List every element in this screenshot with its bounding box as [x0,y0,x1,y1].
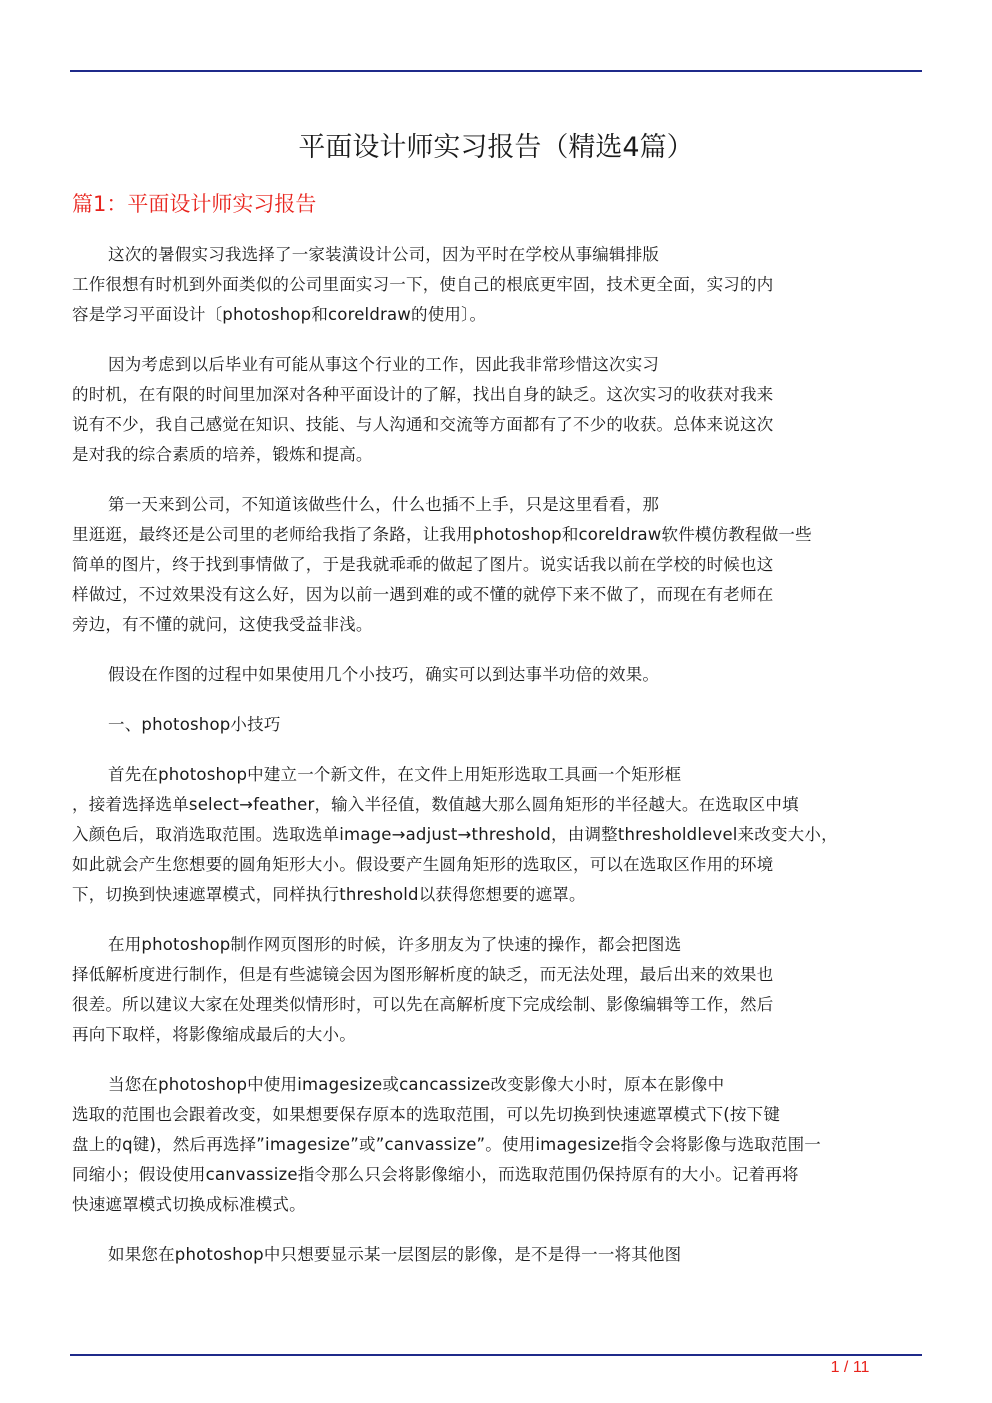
text-line: 样做过，不过效果没有这么好，因为以前一遇到难的或不懂的就停下来不做了，而现在有老师在 [72,585,774,604]
text-line: 在用photoshop制作网页图形的时候，许多朋友为了快速的操作，都会把图选 [108,935,682,954]
paragraph [72,760,922,910]
document-body [72,240,922,1290]
paragraph [72,930,922,1050]
page-number: 1 / 11 [830,1359,870,1376]
header-rule [70,70,922,72]
section-heading: 篇1：平面设计师实习报告 [72,192,317,216]
text-line: 同缩小；假设使用canvassize指令那么只会将影像缩小，而选取范围仍保持原有的大小。记着再将 [72,1165,799,1184]
text-line: 工作很想有时机到外面类似的公司里面实习一下，使自己的根底更牢固，技术更全面，实习的内 [72,275,774,294]
text-line: 盘上的q键)，然后再选择”imagesize”或”canvassize”。使用imagesize指令会将影像与选取范围一 [72,1135,821,1154]
text-line: ，接着选择选单select→feather，输入半径值，数值越大那么圆角矩形的半径越大。在选取区中填 [72,795,799,814]
text-line: 择低解析度进行制作，但是有些滤镜会因为图形解析度的缺乏，而无法处理，最后出来的效果也 [72,965,774,984]
text-line: 假设在作图的过程中如果使用几个小技巧，确实可以到达事半功倍的效果。 [108,665,660,684]
text-line: 容是学习平面设计〔photoshop和coreldraw的使用〕。 [72,305,487,324]
text-line: 旁边，有不懂的就问，这使我受益非浅。 [72,615,373,634]
paragraph [72,1070,922,1220]
text-line: 一、photoshop小技巧 [108,715,281,734]
text-line: 选取的范围也会跟着改变，如果想要保存原本的选取范围，可以先切换到快速遮罩模式下(按下键 [72,1105,781,1124]
text-line: 当您在photoshop中使用imagesize或cancassize改变影像大小时，原本在影像中 [108,1075,725,1094]
text-line: 入颜色后，取消选取范围。选取选单image→adjust→threshold，由调整thresholdlevel来改变大小， [72,825,838,844]
text-line: 是对我的综合素质的培养，锻炼和提高。 [72,445,373,464]
text-line: 说有不少，我自己感觉在知识、技能、与人沟通和交流等方面都有了不少的收获。总体来说这次 [72,415,774,434]
text-line: 首先在photoshop中建立一个新文件，在文件上用矩形选取工具画一个矩形框 [108,765,682,784]
text-line: 很差。所以建议大家在处理类似情形时，可以先在高解析度下完成绘制、影像编辑等工作，然后 [72,995,774,1014]
paragraph [72,240,922,330]
footer-rule [70,1354,922,1356]
text-line: 第一天来到公司，不知道该做些什么，什么也插不上手，只是这里看看，那 [108,495,660,514]
text-line: 简单的图片，终于找到事情做了，于是我就乖乖的做起了图片。说实话我以前在学校的时候也这 [72,555,774,574]
paragraph [72,1240,922,1270]
text-line: 下，切换到快速遮罩模式，同样执行threshold以获得您想要的遮罩。 [72,885,586,904]
text-line: 这次的暑假实习我选择了一家装潢设计公司，因为平时在学校从事编辑排版 [108,245,660,264]
text-line: 如果您在photoshop中只想要显示某一层图层的影像，是不是得一一将其他图 [108,1245,682,1264]
text-line: 因为考虑到以后毕业有可能从事这个行业的工作，因此我非常珍惜这次实习 [108,355,660,374]
text-line: 再向下取样，将影像缩成最后的大小。 [72,1025,356,1044]
text-line: 快速遮罩模式切换成标准模式。 [72,1195,306,1214]
text-line: 如此就会产生您想要的圆角矩形大小。假设要产生圆角矩形的选取区，可以在选取区作用的环境 [72,855,774,874]
paragraph [72,710,922,740]
paragraph [72,490,922,640]
paragraph [72,350,922,470]
document-title: 平面设计师实习报告（精选4篇） [298,132,694,163]
text-line: 的时机，在有限的时间里加深对各种平面设计的了解，找出自身的缺乏。这次实习的收获对我来 [72,385,774,404]
paragraph [72,660,922,690]
text-line: 里逛逛，最终还是公司里的老师给我指了条路，让我用photoshop和coreldraw软件模仿教程做一些 [72,525,812,544]
